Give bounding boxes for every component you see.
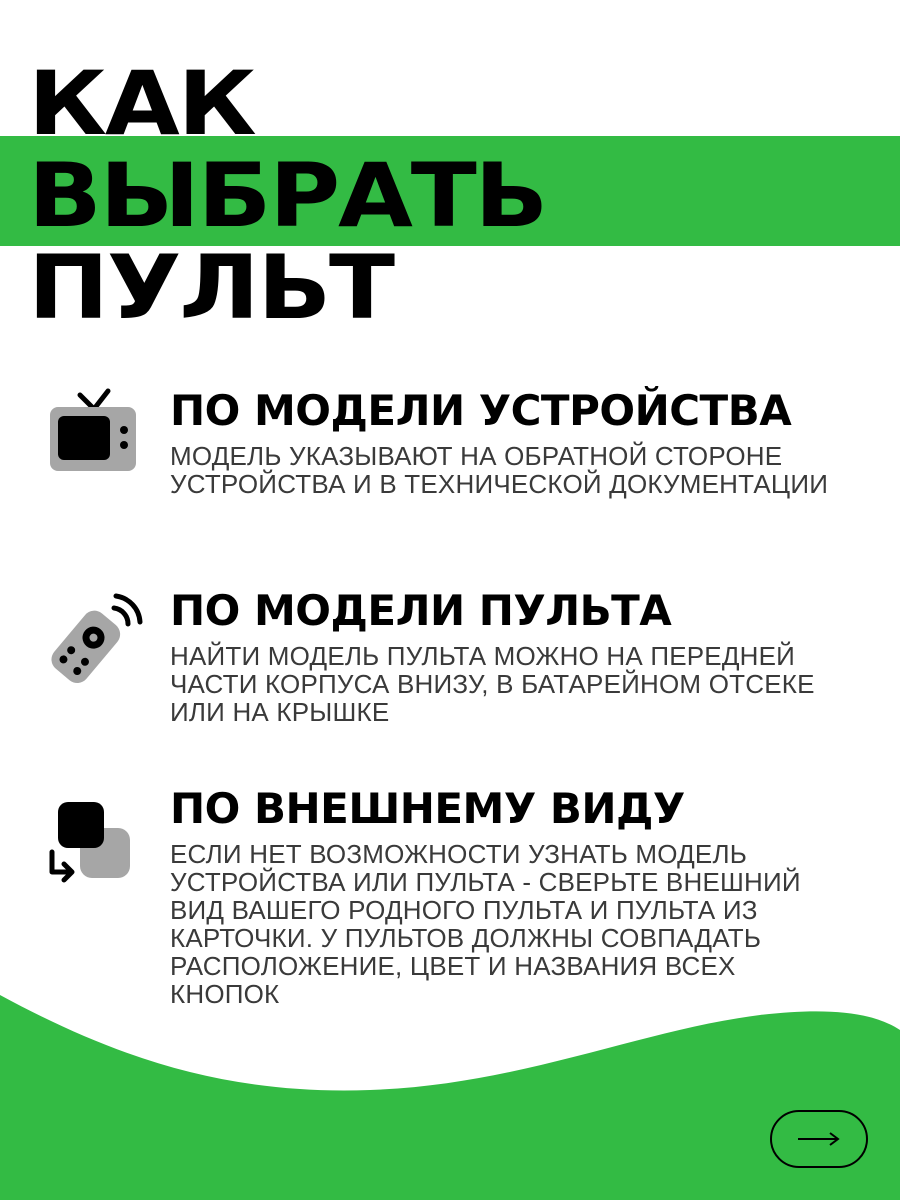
next-button[interactable] [770,1110,868,1168]
section-description: МОДЕЛЬ УКАЗЫВАЮТ НА ОБРАТНОЙ СТОРОНЕ УСТРОЙСТВА И В ТЕХНИЧЕСКОЙ ДОКУМЕНТАЦИИ [170,441,829,499]
title-line-3: ПУЛЬТ [28,236,393,339]
section-heading: ПО ВНЕШНЕМУ ВИДУ [170,784,685,833]
title-line-1: КАК [28,52,255,155]
page-title [28,52,547,339]
title-line-2: ВЫБРАТЬ [28,144,547,247]
remote-icon [44,588,144,688]
section-heading: ПО МОДЕЛИ ПУЛЬТА [170,586,672,635]
section-description: ЕСЛИ НЕТ ВОЗМОЖНОСТИ УЗНАТЬ МОДЕЛЬ УСТРОЙСТВА ИЛИ ПУЛЬТА - СВЕРЬТЕ ВНЕШНИЙ ВИД ВАШЕГО РОДНОГО ПУЛЬТА И ПУЛЬТА ИЗ КАРТОЧКИ. У ПУЛЬТОВ ДОЛЖНЫ СОВПАДАТЬ РАСПОЛОЖЕНИЕ, ЦВЕТ И НАЗВАНИЯ ВСЕХ КНОПОК [170,839,801,1009]
section-description: НАЙТИ МОДЕЛЬ ПУЛЬТА МОЖНО НА ПЕРЕДНЕЙ ЧАСТИ КОРПУСА ВНИЗУ, В БАТАРЕЙНОМ ОТСЕКЕ ИЛИ НА КРЫШКЕ [170,641,815,727]
arrow-right-icon [796,1131,842,1147]
compare-icon [44,790,144,890]
section-heading: ПО МОДЕЛИ УСТРОЙСТВА [170,386,792,435]
tv-icon [44,385,144,485]
